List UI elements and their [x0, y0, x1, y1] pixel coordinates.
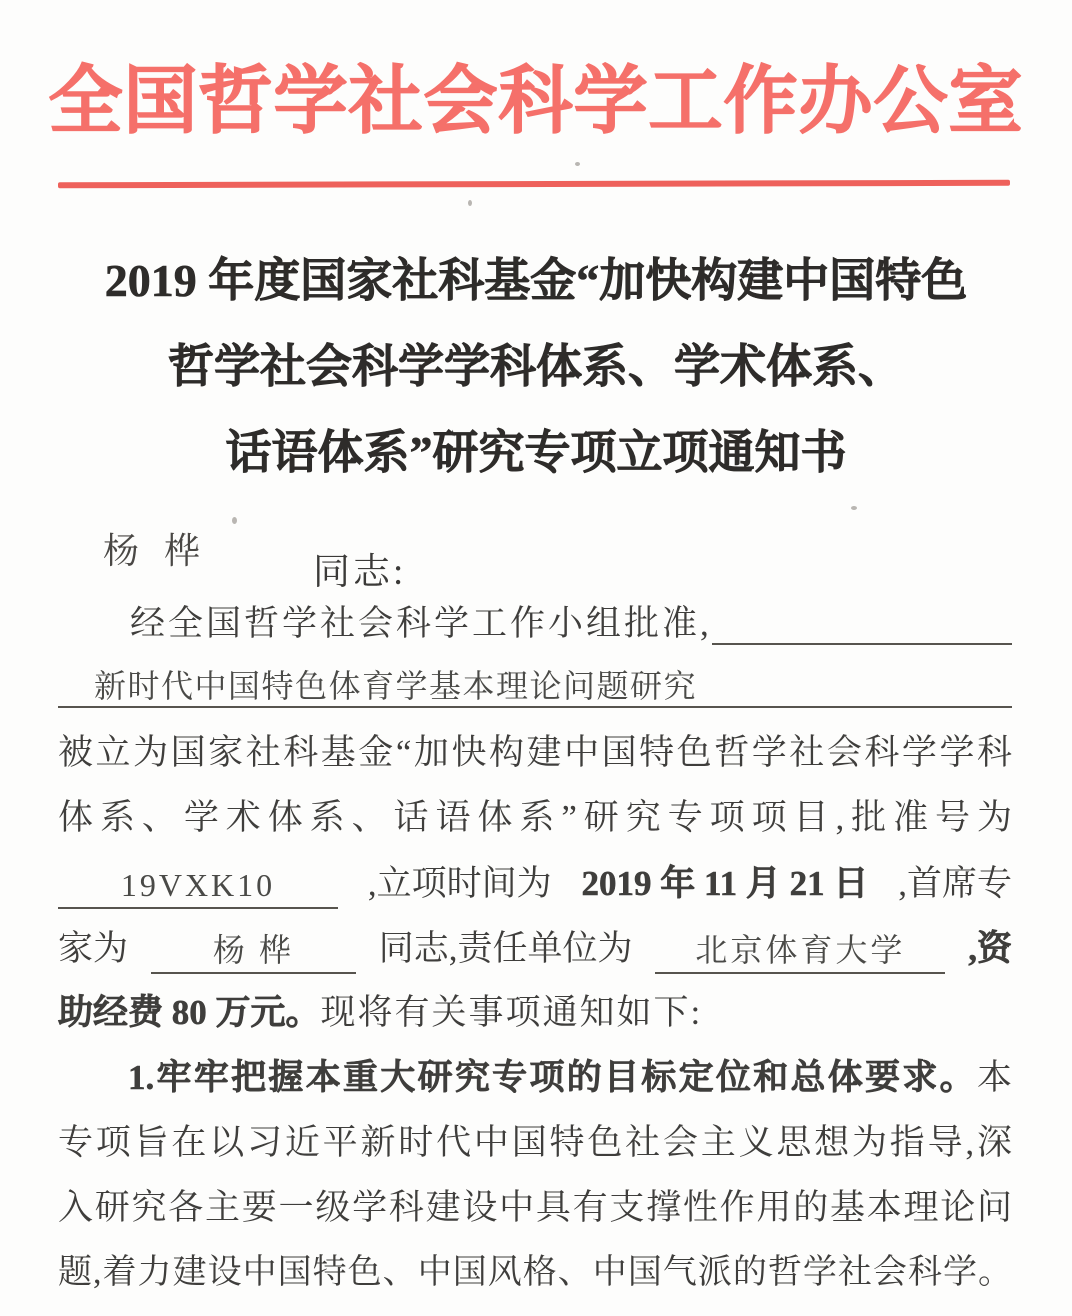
scan-speck: [468, 200, 472, 206]
line6-text-a: 家为: [58, 929, 129, 968]
chief-expert-fill-in: 杨 桦: [212, 932, 294, 968]
addressee-name: 杨 桦: [103, 531, 209, 571]
institution-fill-in: 北京体育大学: [695, 932, 906, 968]
approval-number-underline: [58, 869, 338, 909]
chief-expert-underline: [151, 934, 356, 974]
body-line-approval-number: [58, 850, 1012, 915]
item1-line2: 专项旨在以习近平新时代中国特色社会主义思想为指导,深: [58, 1123, 1012, 1162]
approval-number-fill-in: 19VXK10: [120, 867, 276, 903]
scan-speck: [575, 162, 580, 166]
notice-body: [58, 590, 1012, 1305]
document-title-line1: 2019 年度国家社科基金“加快构建中国特色: [104, 255, 968, 306]
body-line-3: 被立为国家社科基金“加快构建中国特色哲学社会科学学科: [58, 733, 1012, 772]
line5-text-a: ,立项时间为: [367, 864, 552, 903]
funding-amount-bold: 助经费 80 万元。: [58, 993, 321, 1032]
line6-text-b: 同志,责任单位为: [378, 929, 633, 968]
item1-heading-bold: 1.牢牢把握本重大研究专项的目标定位和总体要求。: [128, 1058, 977, 1097]
document-title-line2: 哲学社会科学学科体系、学术体系、: [168, 341, 904, 392]
line6-text-c-bold: ,资: [968, 929, 1012, 968]
body-line-chief-expert: [58, 915, 1012, 980]
item1-line3: 入研究各主要一级学科建设中具有支撑性作用的基本理论问: [58, 1188, 1012, 1227]
issuer-letterhead: 全国哲学社会科学工作办公室: [48, 61, 1024, 143]
line7-rest: 现将有关事项通知如下:: [320, 993, 703, 1032]
institution-underline: [655, 934, 945, 974]
document-title-line3: 话语体系”研究专项立项通知书: [225, 427, 847, 478]
scan-speck: [232, 517, 237, 524]
project-title-fill-in: 新时代中国特色体育学基本理论问题研究: [94, 668, 698, 704]
item1-line4: 题,着力建设中国特色、中国风格、中国气派的哲学社会科学。: [58, 1254, 1012, 1291]
approved-by-text: 经全国哲学社会科学工作小组批准,: [130, 604, 712, 643]
body-line-approved-by: [58, 590, 1012, 655]
item1-line1: [58, 1045, 1012, 1110]
scan-speck: [851, 506, 857, 510]
salutation-suffix: 同志:: [313, 552, 407, 593]
body-line-project-title: [58, 655, 1012, 720]
blank-underline-project-title-lead: [712, 643, 1012, 645]
item1-line1-rest: 本: [976, 1058, 1012, 1097]
body-line-funding: [58, 980, 1012, 1045]
line5-text-b: ,首席专: [898, 864, 1012, 903]
document-title: [0, 238, 1072, 496]
letterhead-divider-rule: [58, 180, 1010, 188]
approval-date: 2019 年 11 月 21 日: [581, 864, 869, 903]
body-line-4: 体系、学术体系、话语体系”研究专项项目,批准号为: [58, 798, 1012, 837]
salutation-row: [58, 515, 1012, 593]
